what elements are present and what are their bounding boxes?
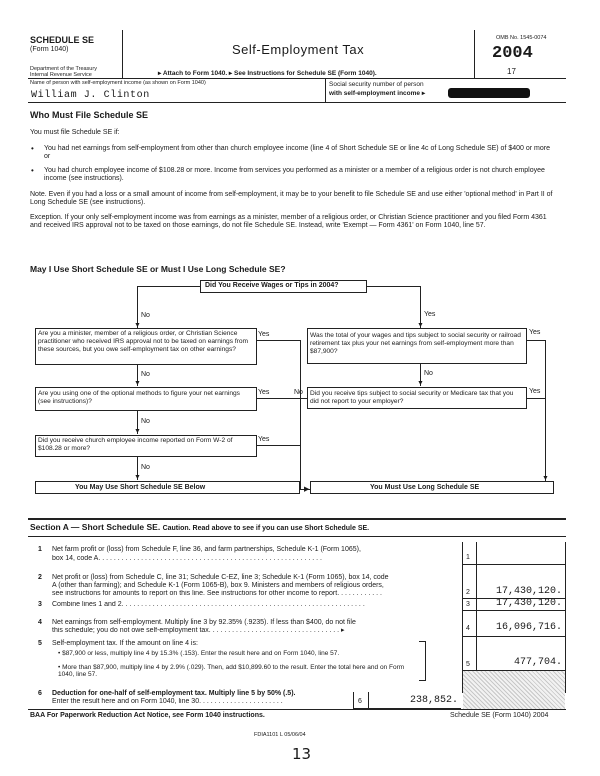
line-1-box: 1: [466, 554, 470, 561]
line-6-text-2: Enter the result here and on Form 1040, line 30. . . . . . . . . . . . . . . . . . . . . .: [52, 698, 283, 705]
line-6-box: 6: [358, 698, 362, 705]
no-label: No: [141, 312, 150, 319]
church-question: Did you receive church employee income reported on Form W-2 of $108.28 or more?: [38, 437, 233, 452]
line-5-text: Self-employment tax. If the amount on line 4 is:: [52, 640, 198, 647]
line-5-value: 477,704.: [513, 657, 562, 668]
line-1-number: 1: [38, 546, 42, 553]
yes-label: Yes: [529, 388, 541, 395]
ssn-label-1: Social security number of person: [329, 81, 424, 88]
redacted-ssn: [448, 88, 530, 98]
yes-label: Yes: [258, 389, 270, 396]
line-2-number: 2: [38, 574, 42, 581]
arrow-down-icon: ▼: [134, 322, 141, 329]
omb-number: OMB No. 1545-0074: [496, 35, 547, 41]
yes-label: Yes: [258, 331, 270, 338]
line-5-text-3: • More than $87,900, multiply line 4 by 2.9% (.029). Then, add $10,899.60 to the result. Enter the total here and on Form 1040, line 57.: [58, 664, 405, 679]
arrow-down-icon: ▼: [417, 380, 424, 387]
bullet-icon: •: [31, 166, 34, 175]
attachment-sequence: 17: [507, 67, 516, 76]
who-must-file-bullet1: You had net earnings from self-employment from other than church employee income (line 4 of Short Schedule SE or line 4c of Long Schedule SE) of $400 or more or: [44, 145, 550, 161]
baa-notice: BAA For Paperwork Reduction Act Notice, see Form 1040 instructions.: [30, 712, 265, 719]
shaded-area: [463, 671, 565, 709]
no-label: No: [141, 418, 150, 425]
line-4-box: 4: [466, 625, 470, 632]
line-6-text: Deduction for one-half of self-employment tax. Multiply line 5 by 50% (.5).: [52, 690, 296, 697]
arrow-down-icon: ▼: [134, 474, 141, 481]
yes-label: Yes: [529, 329, 541, 336]
yes-label: Yes: [424, 311, 436, 318]
no-label: No: [294, 389, 303, 396]
line-5-box: 5: [466, 661, 470, 668]
taxpayer-name: William J. Clinton: [31, 90, 150, 101]
form-title: Self-Employment Tax: [232, 42, 365, 57]
line-2-text-3: see instructions for amounts to report on this line. See instructions for other income to report. . . . . . . . . . . .: [52, 590, 382, 597]
line-4-text-2: this schedule; you do not owe self-employment tax. . . . . . . . . . . . . . . . . . . . . . . . . . . . . . . . . . ▸: [52, 627, 345, 634]
line-5-number: 5: [38, 640, 42, 647]
line-3-text: Combine lines 1 and 2. . . . . . . . . . . . . . . . . . . . . . . . . . . . . . . . . . . . . . . . . . . . . . . . . . . . . . . . . . . . . . .: [52, 601, 365, 608]
yes-label: Yes: [258, 436, 270, 443]
top-question: Did You Receive Wages or Tips in 2004?: [205, 282, 339, 289]
optional-method-question: Are you using one of the optional methods to figure your net earnings (see instructions)?: [38, 390, 240, 405]
line-6-value: 238,852.: [409, 695, 458, 706]
tax-year: 2004: [492, 44, 533, 63]
name-label: Name of person with self-employment income (as shown on Form 1040): [30, 80, 206, 86]
no-label: No: [141, 464, 150, 471]
page-number: 13: [292, 745, 312, 763]
arrow-down-icon: ▼: [542, 475, 549, 482]
line-4-number: 4: [38, 619, 42, 626]
no-label: No: [424, 370, 433, 377]
line-1-text: Net farm profit or (loss) from Schedule F, line 36, and farm partnerships, Schedule K-1 (Form 1065),: [52, 546, 361, 553]
form-number: (Form 1040): [30, 46, 69, 53]
section-a-caution: Caution. Read above to see if you can use Short Schedule SE.: [162, 525, 370, 532]
line-2-text-2: A (other than farming); and Schedule K-1 (Form 1065-B), box 9. Ministers and members of religious orders,: [52, 582, 384, 589]
line-2-text: Net profit or (loss) from Schedule C, line 31; Schedule C-EZ, line 3; Schedule K-1 (Form 1065), box 14, code: [52, 574, 389, 581]
short-result: You May Use Short Schedule SE Below: [75, 484, 206, 491]
note-paragraph: Note. Even if you had a loss or a small amount of income from self-employment, it may be to your benefit to file Schedule SE and use either 'optional method' in Part II of Long Schedule SE (see instructions).: [30, 191, 553, 207]
line-3-box: 3: [466, 601, 470, 608]
line-4-value: 16,096,716.: [495, 622, 562, 633]
who-must-file-bullet2: You had church employee income of $108.28 or more. Income from services you performed as a minister or a member of a religious order is not church employee income (see instructions).: [44, 167, 545, 183]
who-must-file-heading: Who Must File Schedule SE: [30, 110, 149, 120]
tips-question: Did you receive tips subject to social security or Medicare tax that you did not report to your employer?: [310, 390, 514, 405]
line-4-text: Net earnings from self-employment. Multiply line 3 by 92.35% (.9235). If less than $400, do not file: [52, 619, 356, 626]
form-code: FDIA1101 L 05/06/04: [254, 732, 306, 738]
section-a-title: Section A — Short Schedule SE.: [30, 522, 161, 532]
long-result: You Must Use Long Schedule SE: [370, 484, 480, 491]
no-label: No: [141, 371, 150, 378]
line-5-text-2: • $87,900 or less, multiply line 4 by 15.3% (.153). Enter the result here and on Form 1040, line 57.: [58, 650, 340, 657]
line-2-value: 17,430,120.: [495, 586, 562, 597]
line-6-number: 6: [38, 690, 42, 697]
line-1-text-2: box 14, code A. . . . . . . . . . . . . . . . . . . . . . . . . . . . . . . . . . . . . . . . . . . . . . . . . . . . . . . . . .: [52, 555, 322, 562]
arrow-down-icon: ▼: [134, 380, 141, 387]
exception-paragraph: Exception. If your only self-employment income was from earnings as a minister, member of a religious order, or Christian Science practitioner and you filed Form 4361 and received IRS approval not to be taxed on those earnings, do not file Schedule SE. Instead, write 'Exempt — Form 4361' on Form 1040, line 57.: [30, 214, 547, 230]
dept-line2: Internal Revenue Service: [30, 72, 92, 78]
flowchart-heading: May I Use Short Schedule SE or Must I Use Long Schedule SE?: [30, 264, 286, 274]
arrow-down-icon: ▼: [417, 322, 424, 329]
dept-line1: Department of the Treasury: [30, 66, 97, 72]
line-3-value: 17,430,120.: [495, 598, 562, 609]
arrow-down-icon: ▼: [134, 428, 141, 435]
line-3-number: 3: [38, 601, 42, 608]
arrow-right-icon: ▶: [304, 486, 310, 493]
bullet-icon: •: [31, 144, 34, 153]
wages-question: Was the total of your wages and tips subject to social security or railroad retirement tax plus your net earnings from self-employment more than $87,900?: [310, 332, 521, 355]
form-name: SCHEDULE SE: [30, 35, 95, 45]
ssn-label-2: with self-employment income ▸: [329, 90, 426, 97]
minister-question: Are you a minister, member of a religious order, or Christian Science practitioner who received IRS approval not to be taxed on earnings from these sources, but you owe self-employment tax on other earnings?: [38, 330, 249, 353]
attach-instructions: ▸ Attach to Form 1040. ▸ See Instructions for Schedule SE (Form 1040).: [158, 70, 377, 77]
line-2-box: 2: [466, 589, 470, 596]
who-must-file-intro: You must file Schedule SE if:: [30, 129, 120, 136]
form-footer-id: Schedule SE (Form 1040) 2004: [450, 712, 549, 719]
section-a-heading: [30, 523, 369, 533]
